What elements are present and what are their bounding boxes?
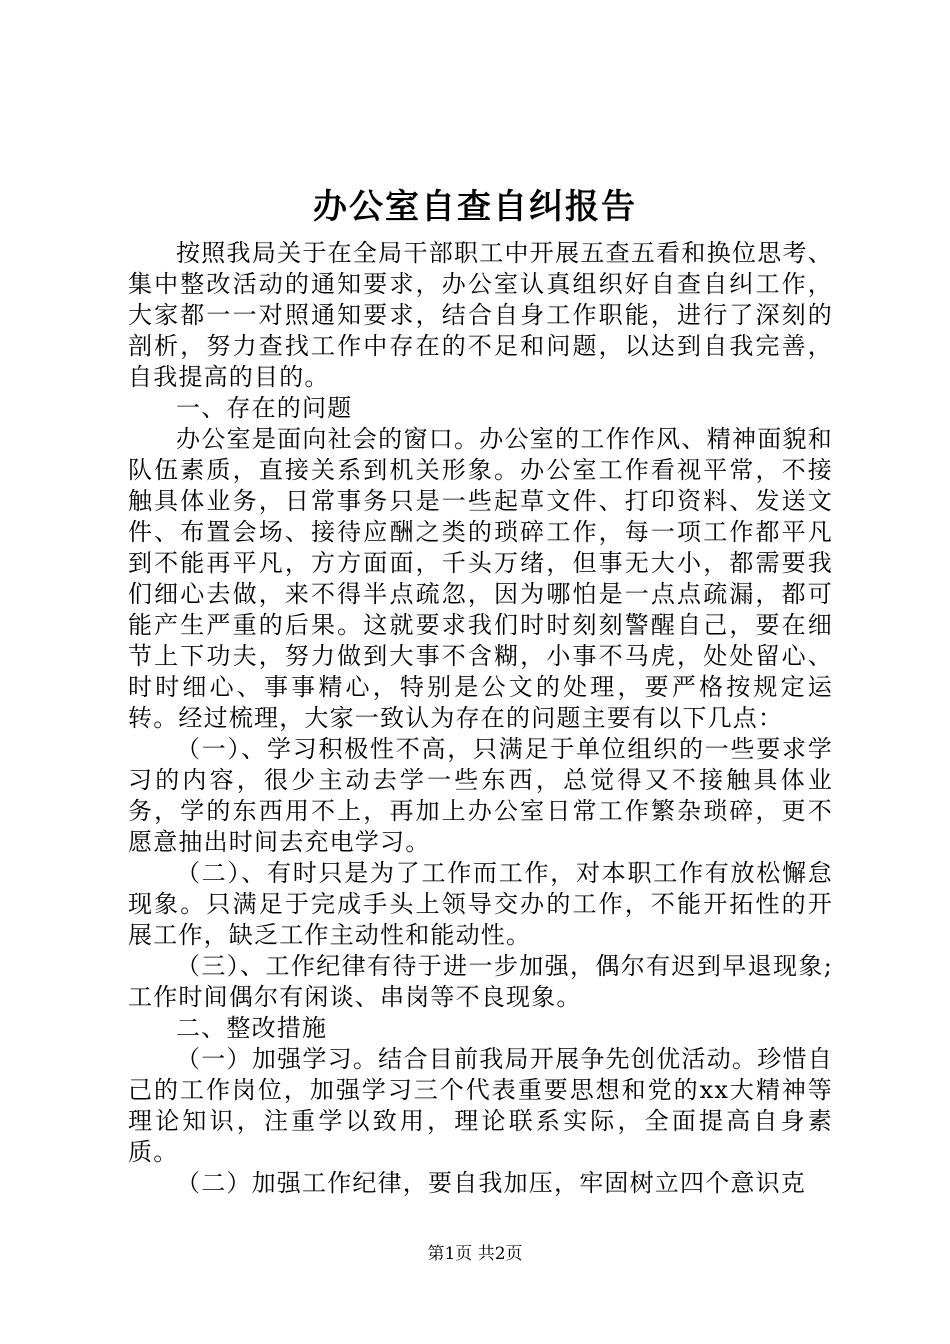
section-heading-measures: 二、整改措施 <box>176 1014 328 1042</box>
paragraph-office-role: 办公室是面向社会的窗口。办公室的工作作风、精神面貌和队伍素质，直接关系到机关形象。办公室工作看视平常，不接触具体业务，日常事务只是一些起草文件、打印资料、发送文件、布置会场、接待应酬之类的琐碎工作，每一项工作都平凡到不能再平凡，方方面面，千头万绪，但事无大小，都需要我们细心去做，来不得半点疏忽，因为哪怕是一点点疏漏，都可能产生严重的后果。这就要求我们时时刻刻警醒自己，要在细节上下功夫，努力做到大事不含糊，小事不马虎，处处留心、时时细心、事事精心，特别是公文的处理，要严格按规定运转。经过梳理，大家一致认为存在的问题主要有以下几点： <box>128 425 833 732</box>
document-body <box>128 238 833 1199</box>
section-heading-problems: 一、存在的问题 <box>176 394 353 422</box>
paragraph-measure-1: （一）加强学习。结合目前我局开展争先创优活动。珍惜自己的工作岗位，加强学习三个代表重要思想和党的xx大精神等理论知识，注重学以致用，理论联系实际，全面提高自身素质。 <box>128 1045 833 1166</box>
paragraph-problem-2: （二）、有时只是为了工作而工作，对本职工作有放松懈怠现象。只满足于完成手头上领导交办的工作，不能开拓性的开展工作，缺乏工作主动性和能动性。 <box>128 859 833 949</box>
paragraph-intro: 按照我局关于在全局干部职工中开展五查五看和换位思考、集中整改活动的通知要求，办公室认真组织好自查自纠工作，大家都一一对照通知要求，结合自身工作职能，进行了深刻的剖析，努力查找工作中存在的不足和问题，以达到自我完善，自我提高的目的。 <box>128 239 833 391</box>
paragraph-measure-2: （二）加强工作纪律，要自我加压，牢固树立四个意识克 <box>176 1169 806 1197</box>
document-title: 办公室自查自纠报告 <box>313 187 637 227</box>
paragraph-problem-1: （一）、学习积极性不高，只满足于单位组织的一些要求学习的内容，很少主动去学一些东西，总觉得又不接触具体业务，学的东西用不上，再加上办公室日常工作繁杂琐碎，更不愿意抽出时间去充电学习。 <box>128 735 833 856</box>
page-footer: 第1页 共2页 <box>427 1244 523 1264</box>
paragraph-problem-3: （三）、工作纪律有待于进一步加强，偶尔有迟到早退现象;工作时间偶尔有闲谈、串岗等不良现象。 <box>128 952 833 1011</box>
